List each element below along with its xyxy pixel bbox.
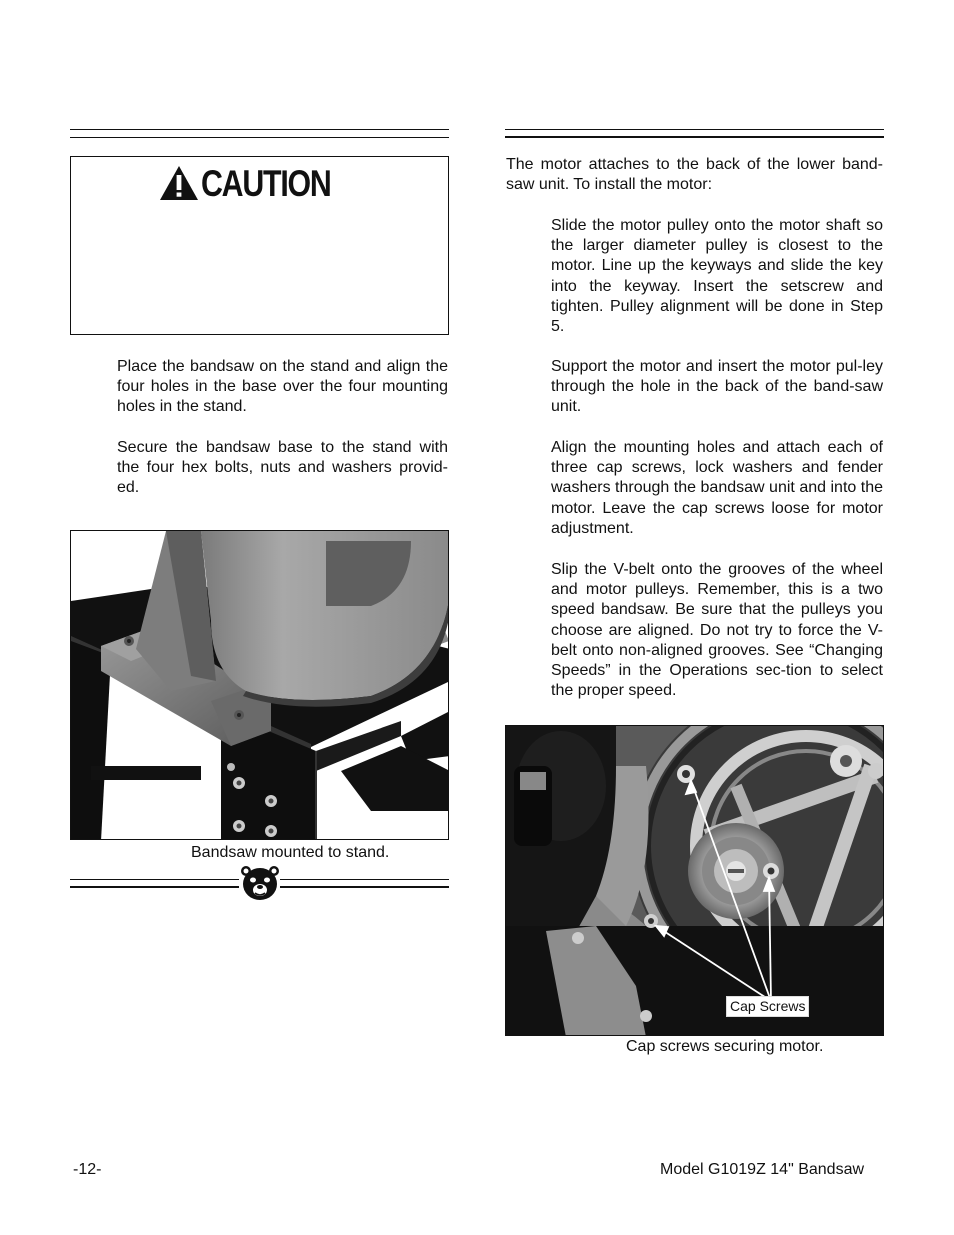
bear-logo-divider bbox=[70, 875, 449, 895]
step-2: Support the motor and insert the motor pul-ley through the hole in the back of the band-saw unit. bbox=[551, 358, 883, 416]
step-3: Align the mounting holes and attach each of three cap screws, lock washers and fender washers through the bandsaw unit and into the motor. Leave the cap screws loose for motor adjustment. bbox=[551, 439, 883, 537]
caution-label: CAUTION bbox=[201, 162, 331, 204]
bear-head-logo bbox=[240, 866, 280, 902]
cap-screws-callout: Cap Screws bbox=[726, 996, 809, 1017]
right-intro: The motor attaches to the back of the lower band-saw unit. To install the motor: bbox=[506, 156, 883, 194]
left-paragraph-2: Secure the bandsaw base to the stand with the four hex bolts, nuts and washers provid-ed. bbox=[117, 439, 448, 497]
warning-triangle-icon bbox=[159, 165, 199, 201]
caution-header bbox=[159, 163, 359, 203]
caution-box bbox=[70, 156, 449, 335]
bandsaw-on-stand-photo bbox=[70, 530, 449, 840]
model-name: Model G1019Z 14" Bandsaw bbox=[660, 1161, 865, 1178]
step-4: Slip the V-belt onto the grooves of the wheel and motor pulleys. Remember, this is a two speed bandsaw. Be sure that the pulleys you choose are aligned. Do not try to force the V-belt onto non-aligned grooves. See “Changing Speeds” in the Operations sec-tion to select the proper speed. bbox=[551, 561, 883, 700]
right-figure-caption: Cap screws securing motor. bbox=[626, 1038, 824, 1055]
step-1: Slide the motor pulley onto the motor shaft so the larger diameter pulley is closest to the motor. Line up the keyways and slide the key into the keyway. Insert the setscrew and tighten. Pulley alignment will be done in Step 5. bbox=[551, 217, 883, 336]
left-figure-caption: Bandsaw mounted to stand. bbox=[191, 844, 390, 861]
motor-cap-screws-photo bbox=[505, 725, 884, 1036]
divider-line-left bbox=[70, 879, 239, 888]
right-header-rule bbox=[505, 129, 884, 138]
page-number: -12- bbox=[73, 1161, 102, 1178]
divider-line-right bbox=[280, 879, 449, 888]
left-header-rule bbox=[70, 129, 449, 138]
left-paragraph-1: Place the bandsaw on the stand and align the four holes in the base over the four mounting holes in the stand. bbox=[117, 358, 448, 416]
